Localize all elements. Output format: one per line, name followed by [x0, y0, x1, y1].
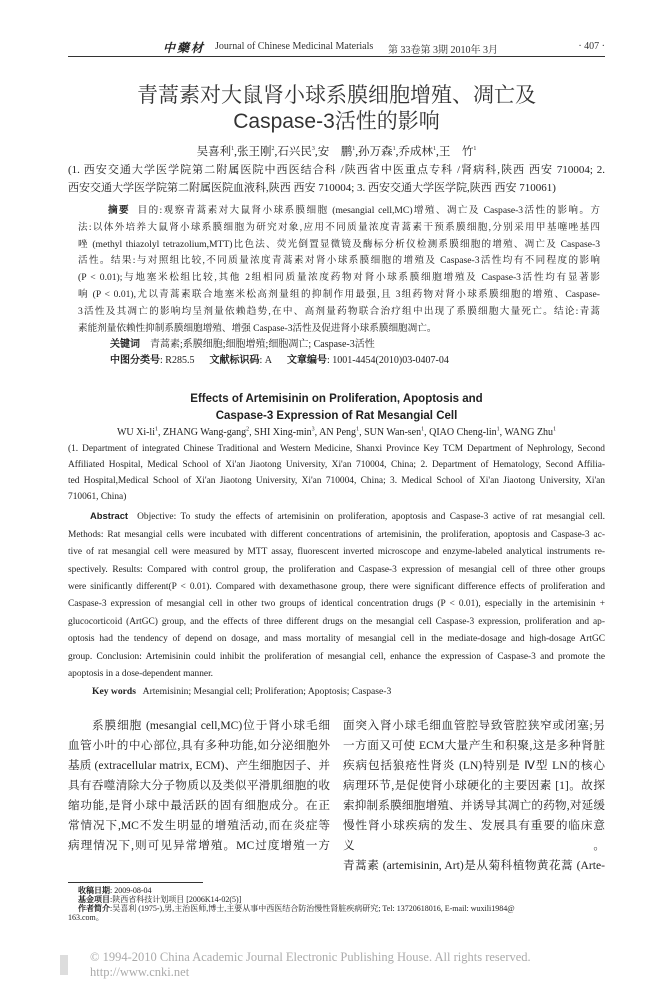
- copyright-row: [60, 950, 605, 980]
- abstract-text: 活性。结果:与对照组比较,不同质量浓度青蒿素对肾小球系膜细胞的增殖及 Caspase-3活性均有不同程度的影响: [78, 255, 600, 267]
- footnote: [68, 904, 605, 913]
- abstract-text: were sinificantly different(P < 0.01). Compared with dexamethasone group, there were significant difference effects of proliferation and: [68, 582, 605, 592]
- footnote-label: 收稿日期: [78, 886, 110, 896]
- doc-code-label: 文献标识码: [209, 355, 260, 367]
- abstract-line: [78, 270, 600, 287]
- authors-en: WU $Xi-li^1$, ZHANG Wang-gang$^2$, SHI Xing-$\min^3$, AN Peng$^1$, SUN Wan-sen$^1$, QIAO Cheng-lin$^1$, WANG Zhu$^1$: [116, 427, 557, 439]
- body-column-left: [68, 716, 330, 876]
- author-affiliation-mark: 1: [352, 146, 356, 153]
- footnote-label: 基金项目: [78, 895, 110, 905]
- title-cn-line-2: Caspase-3活性的影响: [233, 110, 440, 133]
- abstract-line: [68, 579, 605, 596]
- affiliation-line: (1. Department of integrated Chinese Traditional and Western Medicine, Shanxi Province Key TCM Department of Nephrology, Second: [68, 444, 605, 455]
- body-line: 常情况下,MC不发生明显的增殖活动,而在炎症等: [68, 819, 330, 833]
- affiliations-en: [68, 441, 605, 505]
- keywords-en-label: Key words: [92, 686, 136, 698]
- affiliations-cn: [68, 161, 605, 197]
- abstract-line: [78, 220, 600, 237]
- abstract-line: [68, 649, 605, 666]
- affiliation-line: 西安交通大学医学院第二附属医院血液科,陕西 西安 710004; 3. 西安交通大学医学院,陕西 西安 710061): [68, 182, 556, 194]
- abstract-line: [68, 544, 605, 561]
- author-name: SHI Xing-min: [254, 427, 312, 439]
- author-affiliation-mark: 3: [311, 427, 315, 434]
- title-en-line-1: Effects of Artemisinin on Proliferation, Apoptosis and: [190, 393, 483, 406]
- abstract-line: [78, 203, 600, 220]
- body-line: 一方面又可使 ECM大量产生和积聚,这是多种肾脏: [343, 739, 605, 753]
- title-cn-line-1: 青蒿素对大鼠肾小球系膜细胞增殖、凋亡及: [137, 84, 536, 107]
- abstract-line: [68, 562, 605, 579]
- abstract-text: Methods: Rat mesangial cells were incubated with different concentrations of artemisinin, the proliferation, apoptosis and Caspase-3 ac-: [68, 529, 605, 540]
- clc-label: 中图分类号: [110, 355, 160, 367]
- abstract-cn: [78, 203, 600, 337]
- keywords-cn-label: 关键词: [110, 339, 140, 351]
- body-line: 青蒿素 (artemisinin, Art)是从菊科植物黄花蒿 (Arte-: [343, 859, 605, 873]
- author-name: 吴喜利: [196, 146, 232, 158]
- author-name: 王 竹: [438, 146, 474, 158]
- abstract-text: apoptosis in a dose-dependent manner.: [68, 669, 214, 680]
- abstract-text: tive of rat mesangial cell were measured by MTT assay, fluorescent inverted microscope and enzyme-labeled analytical instruments re-: [68, 547, 605, 558]
- abstract-line: [78, 304, 600, 321]
- body-line: 缩功能,是肾小球中最活跃的固有细胞成分。在正: [68, 799, 330, 813]
- abstract-text: Caspase-3 expression of mesangial cell in other two groups of identical concentration drugs (P < 0.01), especially in the artemisinin +: [68, 599, 605, 610]
- abstract-text: glucocorticoid (ArtGC) group, and the effects of three different drugs on the mesangial cell Caspase-3 expression, proliferation and ap-: [68, 616, 605, 627]
- author-affiliation-mark: 2: [246, 427, 250, 434]
- title-en-line-2: Caspase-3 Expression of Rat Mesangial Cell: [215, 410, 458, 423]
- body-line: 病理环节,是促使肾小球硬化的主要因素 [1]。故探: [343, 779, 605, 793]
- abstract-line: [68, 631, 605, 648]
- footnote-rule: [68, 882, 203, 883]
- footnote-text: :陕西省科技计划项目 [2006K14-02(5)]: [110, 895, 242, 905]
- article-number-label: 文章编号: [286, 355, 327, 367]
- abstract-line: [78, 287, 600, 304]
- author-affiliation-mark: 1: [392, 146, 396, 153]
- author-affiliation-mark: 1: [433, 146, 436, 153]
- abstract-text: 3活性及其凋亡的影响均呈剂量依赖趋势,在中、高剂量药物联合治疗组中出现了系膜细胞大量死亡。结论:青蒿: [78, 305, 600, 317]
- body-line: 基质 (extracellular matrix, ECM)、产生细胞因子、并: [68, 759, 330, 773]
- footnote-text: :吴喜利 (1975-),男,主治医师,博士,主要从事中西医结合防治慢性肾脏疾病研究; Tel: 13720618016, E-mail: wuxili1984@: [110, 904, 515, 914]
- author-name: 乔成林: [398, 146, 433, 158]
- author-name: WU Xi-li: [116, 427, 155, 439]
- body-line: 病理情况下,则可见异常增殖。MC过度增殖一方: [68, 839, 330, 853]
- clc-value: : R285.5: [160, 355, 195, 367]
- abstract-text: group. Conclusion: Artemisinin could inhibit the proliferation of mesangial cell, enhance the expression of Caspase-3 and promote the: [68, 651, 605, 662]
- body-columns: [68, 716, 605, 876]
- abstract-line: [78, 321, 600, 338]
- doc-code-value: : A: [259, 355, 272, 367]
- copyright-notice: © 1994-2010 China Academic Journal Electronic Publishing House. All rights reserved. http://www.cnki.net: [90, 950, 531, 980]
- footnote-label: 作者简介: [78, 904, 110, 914]
- affiliation-line: ted Hospital,Medical School of Xi'an Jiaotong University, Xi'an 710004, China; 3. Medical School of Xi'an Jiaotong University, Xi'an: [68, 476, 605, 487]
- body-line: 慢性肾小球疾病的发生、发展具有重要的临床意义。: [343, 819, 605, 853]
- body-line: 系膜细胞 (mesangial cell,MC)位于肾小球毛细: [92, 719, 330, 733]
- journal-name: Journal of Chinese Medicinal Materials: [215, 41, 374, 52]
- abstract-text: (P < 0.01);与地塞米松组比较,其他 2组相同质量浓度药物对肾小球系膜细胞增殖及 Caspase-3活性均有显著影: [78, 272, 600, 284]
- abstract-line: [78, 237, 600, 254]
- affiliation-line: (1. 西安交通大学医学院第二附属医院中西医结合科 /陕西省中医重点专科 /肾病科,陕西 西安 710004; 2.: [68, 164, 605, 176]
- keywords-cn: [110, 337, 605, 353]
- abstract-text: Objective: To study the effects of artemisinin on proliferation, apoptosis and Caspase-3 active of rat mesangial cell.: [137, 512, 606, 523]
- author-name: WANG Zhu: [504, 427, 554, 439]
- author-name: 石兴民: [277, 146, 312, 158]
- author-affiliation-mark: 1: [231, 146, 235, 153]
- article-number-value: : 1001-4454(2010)03-0407-04: [326, 355, 449, 367]
- abstract-label: 摘要: [108, 205, 130, 216]
- affiliation-line: Affiliated Hospital, Medical School of Xi'an Jiaotong University, Xi'an 710004, China; 2. Department of Hematology, Second Affilia-: [68, 460, 605, 471]
- author-affiliation-mark: 1: [154, 427, 158, 434]
- footnote-text: : 2009-08-04: [110, 886, 152, 896]
- keywords-en: [92, 683, 605, 700]
- author-affiliation-mark: 1: [356, 427, 360, 434]
- journal-logo: 中藥材: [163, 41, 206, 55]
- author-name: SUN Wan-sen: [364, 427, 422, 439]
- authors-cn: 吴喜利$^1$,张王刚$^2$,石兴民$^3$,安 鹏$^1$,孙万森$^1$,乔成林$^1$,王 竹$^1$: [196, 146, 477, 158]
- author-affiliation-mark: 1: [553, 427, 557, 434]
- paper-page: [68, 0, 605, 1000]
- keywords-cn-text: 青蒿素;系膜细胞;细胞增殖;细胞凋亡; Caspase-3活性: [150, 339, 375, 351]
- abstract-line: [78, 253, 600, 270]
- body-line: 血管小叶的中心部位,具有多种功能,如分泌细胞外: [68, 739, 330, 753]
- author-name: 张王刚: [237, 146, 272, 158]
- abstract-en: [68, 507, 605, 683]
- abstract-line: [68, 596, 605, 613]
- footnote: [68, 913, 605, 922]
- body-line: 具有吞噬清除大分子物质以及类似平滑肌细胞的收: [68, 779, 330, 793]
- author-affiliation-mark: 2: [271, 146, 275, 153]
- page-number: · 407 ·: [578, 41, 605, 52]
- abstract-text: 目的:观察青蒿素对大鼠肾小球系膜细胞 (mesangial cell,MC)增殖、凋亡及 Caspase-3活性的影响。方: [137, 205, 601, 216]
- abstract-text: 响 (P < 0.01),尤以青蒿素联合地塞米松高剂量组的抑制作用最强,且 3组药物对肾小球系膜细胞的增殖、Caspase-: [78, 288, 600, 300]
- copyright-marker: [60, 955, 68, 975]
- body-column-right: [343, 716, 605, 876]
- author-name: QIAO Cheng-lin: [429, 427, 497, 439]
- footnote-text: 163.com。: [68, 913, 104, 923]
- footnotes: [68, 886, 605, 922]
- body-line: 面突入肾小球毛细血管腔导致管腔狭窄或闭塞;另: [343, 719, 605, 733]
- abstract-text: spectively. Results: Compared with control group, the proliferation and Caspase-3 expression of mesangial cell of three other groups: [68, 564, 605, 575]
- author-affiliation-mark: 3: [311, 146, 315, 153]
- keywords-en-text: Artemisinin; Mesangial cell; Proliferation; Apoptosis; Caspase-3: [142, 686, 392, 698]
- body-line: 索抑制系膜细胞增殖、并诱导其凋亡的药物,对延缓: [343, 799, 605, 813]
- author-name: AN Peng: [319, 427, 357, 439]
- body-line: 疾病包括狼疮性肾炎 (LN)特别是 Ⅳ型 LN的核心: [343, 759, 605, 773]
- author-name: 孙万森: [358, 146, 393, 158]
- classification: [110, 353, 605, 369]
- abstract-line: [68, 527, 605, 544]
- author-affiliation-mark: 1: [473, 146, 477, 153]
- author-name: 安 鹏: [317, 146, 353, 158]
- abstract-text: 唑 (methyl thiazolyl tetrazolium,MTT)比色法、荧光倒置显微镜及酶标分析仪检测系膜细胞的增殖、凋亡及 Caspase-3: [78, 238, 600, 250]
- abstract-line: [68, 614, 605, 631]
- abstract-text: optosis had the tendency of depend on dosage, and mass mortality of mesangial cell in the mediate-dosage and high-dosage ArtGC: [68, 634, 605, 645]
- author-affiliation-mark: 1: [496, 427, 500, 434]
- running-header: [68, 38, 605, 57]
- abstract-line: [68, 507, 605, 526]
- affiliation-line: 710061, China): [68, 492, 127, 503]
- abstract-text: 素能剂量依赖性抑制系膜细胞增殖、增强 Caspase-3活性及促进肾小球系膜细胞凋亡。: [78, 322, 437, 334]
- abstract-text: 法:以体外培养大鼠肾小球系膜细胞为研究对象,应用不同质量浓度青蒿素干预系膜细胞,分别采用甲基噻唑基四: [78, 221, 600, 233]
- abstract-line: [68, 666, 605, 683]
- author-name: ZHANG Wang-gang: [162, 427, 247, 439]
- abstract-label: Abstract: [90, 510, 129, 522]
- author-affiliation-mark: 1: [421, 427, 425, 434]
- issue-info: 第 33卷第 3期 2010年 3月: [388, 45, 498, 56]
